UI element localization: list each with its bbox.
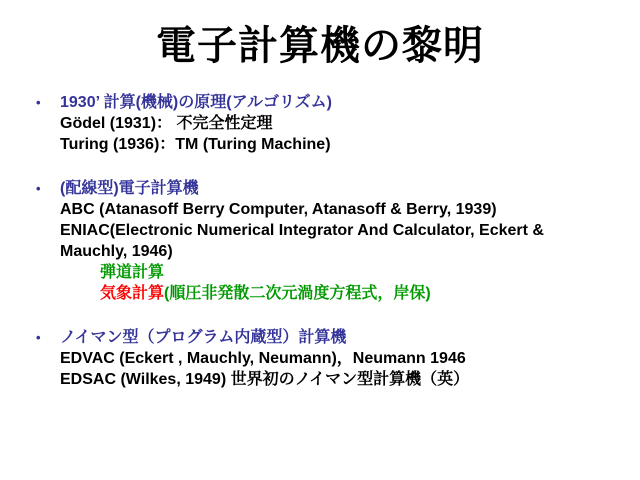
body-line-eniac-wrap: Mauchly, 1946) (60, 243, 173, 260)
section-heading (36, 178, 620, 199)
slide-title: 電子計算機の黎明 (156, 24, 484, 68)
body-line-ballistics: 弾道計算 (100, 264, 165, 281)
section-heading (36, 92, 620, 113)
body-line-weather (60, 283, 620, 304)
bullet-section-algorithm (36, 92, 620, 155)
section-heading-text: 1930’ 計算(機械)の原理(アルゴリズム) (60, 94, 332, 111)
slide-body (36, 92, 620, 390)
weather-label-red: 気象計算 (100, 285, 165, 302)
body-line-eniac: ENIAC(Electronic Numerical Integrator And Calculator, Eckert & (60, 222, 544, 239)
weather-detail-green: (順圧非発散二次元渦度方程式，岸保) (164, 285, 431, 302)
bullet-section-neumann (36, 327, 620, 390)
section-heading-text: (配線型)電子計算機 (60, 180, 199, 197)
body-line-turing: Turing (1936)：TM (Turing Machine) (60, 136, 331, 153)
bullet-icon: • (36, 330, 41, 345)
body-line-edvac: EDVAC (Eckert , Mauchly, Neumann)，Neumann 1946 (60, 350, 466, 367)
body-line-abc: ABC (Atanasoff Berry Computer, Atanasoff & Berry, 1939) (60, 201, 497, 218)
body-line-edsac: EDSAC (Wilkes, 1949) 世界初のノイマン型計算機（英） (60, 371, 470, 388)
section-heading-text: ノイマン型（プログラム内蔵型）計算機 (60, 329, 347, 346)
bullet-icon: • (36, 181, 41, 196)
section-heading (36, 327, 620, 348)
bullet-section-wired-computers (36, 178, 620, 304)
body-line-godel: Gödel (1931)： 不完全性定理 (60, 115, 273, 132)
bullet-icon: • (36, 95, 41, 110)
